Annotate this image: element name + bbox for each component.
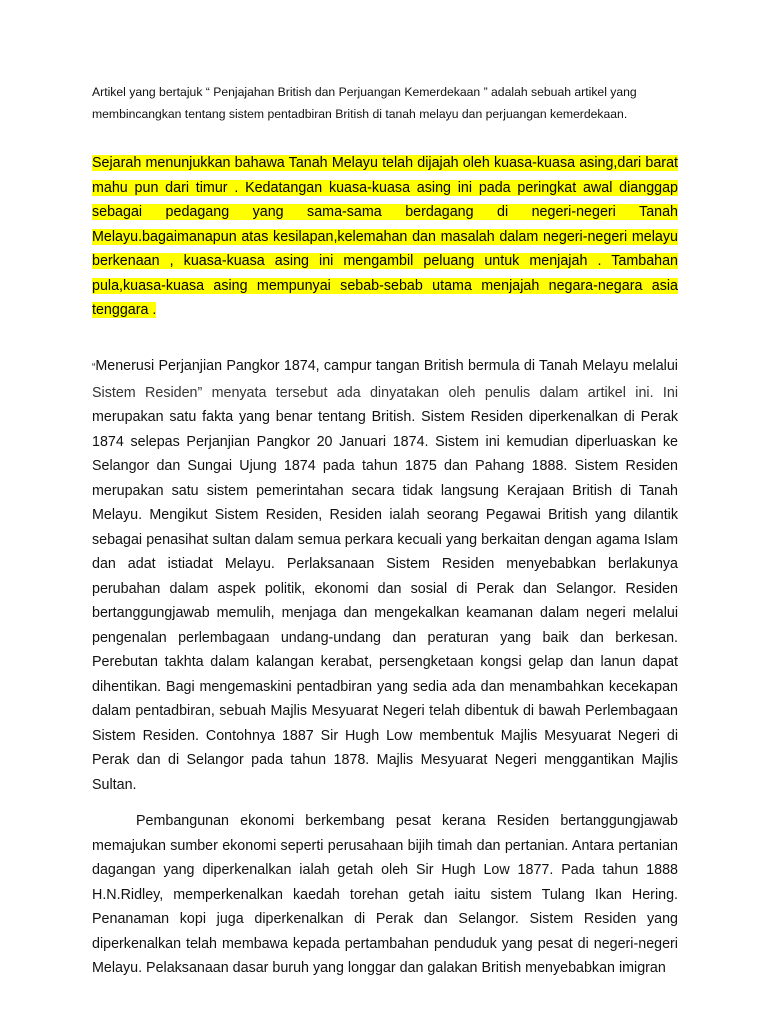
intro-paragraph — [92, 81, 678, 125]
body-paragraph-2: Pembangunan ekonomi berkembang pesat kerana Residen bertanggungjawab memajukan sumber ekonomi seperti perusahaan bijih timah dan pertanian. Antara pertanian dagangan yang diperkenalkan ialah getah oleh Sir Hugh Low 1877. Pada tahun 1888 H.N.Ridley, memperkenalkan kaedah torehan getah iaitu sistem Tulang Ikan Hering. Penanaman kopi juga diperkenalkan di Perak dan Selangor. Sistem Residen yang diperkenalkan telah membawa kepada pertambahan penduduk yang pesat di negeri-negeri Melayu. Pelaksanaan dasar buruh yang longgar dan galakan British menyebabkan imigran — [92, 813, 678, 976]
paragraph-1-rest: merupakan satu fakta yang benar tentang British. Sistem Residen diperkenalkan di Perak 1874 selepas Perjanjian Pangkor 20 Januari 1874. Sistem ini kemudian diperluaskan ke Selangor dan Sungai Ujung 1874 pada tahun 1875 dan Pahang 1888. Sistem Residen merupakan satu sistem pemerintahan secara tidak langsung Kerajaan British di Tanah Melayu. Mengikut Sistem Residen, Residen ialah seorang Pegawai British yang dilantik sebagai penasihat sultan dalam semua perkara kecuali yang berkaitan dengan agama Islam dan adat istiadat Melayu. Perlaksanaan Sistem Residen menyebabkan berlakunya perubahan dalam aspek politik, ekonomi dan sosial di Perak dan Selangor. Residen bertanggungjawab memulih, menjaga dan mengekalkan keamanan dalam negeri melalui pengenalan perlembagaan undang-undang dan peraturan yang baik dan berkesan. Perebutan takhta dalam kalangan kerabat, persengketaan kongsi gelap dan lanun dapat dihentikan. Bagi mengemaskini pentadbiran yang sedia ada dan menambahkan kecekapan dalam pentadbiran, sebuah Majlis Mesyuarat Negeri telah dibentuk di bawah Perlembagaan Sistem Residen. Contohnya 1887 Sir Hugh Low membentuk Majlis Mesyuarat Negeri di Perak dan di Selangor pada tahun 1878. Majlis Mesyuarat Negeri menggantikan Majlis Sultan. — [92, 409, 678, 793]
body-paragraph-1 — [92, 354, 678, 797]
highlighted-paragraph — [92, 151, 678, 323]
paragraph-1-second-line: Sistem Residen” menyata tersebut ada dinyatakan oleh penulis dalam artikel ini. Ini — [92, 384, 678, 401]
body-text — [92, 354, 678, 981]
intro-line: Artikel yang bertajuk “ Penjajahan British dan Perjuangan Kemerdekaan ” adalah sebuah artikel yang — [92, 85, 637, 99]
paragraph-1-first-line: Menerusi Perjanjian Pangkor 1874, campur tangan British bermula di Tanah Melayu melalui — [95, 358, 678, 374]
highlighted-paragraph-text — [92, 151, 678, 323]
quote-mark: “ — [92, 362, 96, 373]
intro-line: membincangkan tentang sistem pentadbiran British di tanah melayu dan perjuangan kemerdekaan. — [92, 107, 628, 121]
highlighted-text: Sejarah menunjukkan bahawa Tanah Melayu telah dijajah oleh kuasa-kuasa asing,dari barat mahu pun dari timur . Kedatangan kuasa-kuasa asing ini pada peringkat awal dianggap sebagai pedagang yang sama-sama berdagang di negeri-negeri Tanah Melayu.bagaimanapun atas kesilapan,kelemahan dan masalah dalam negeri-negeri melayu berkenaan , kuasa-kuasa asing ini mengambil peluang untuk menjajah . Tambahan pula,kuasa-kuasa asing mempunyai sebab-sebab utama menjajah negara-negara asia tenggara . — [92, 155, 678, 318]
